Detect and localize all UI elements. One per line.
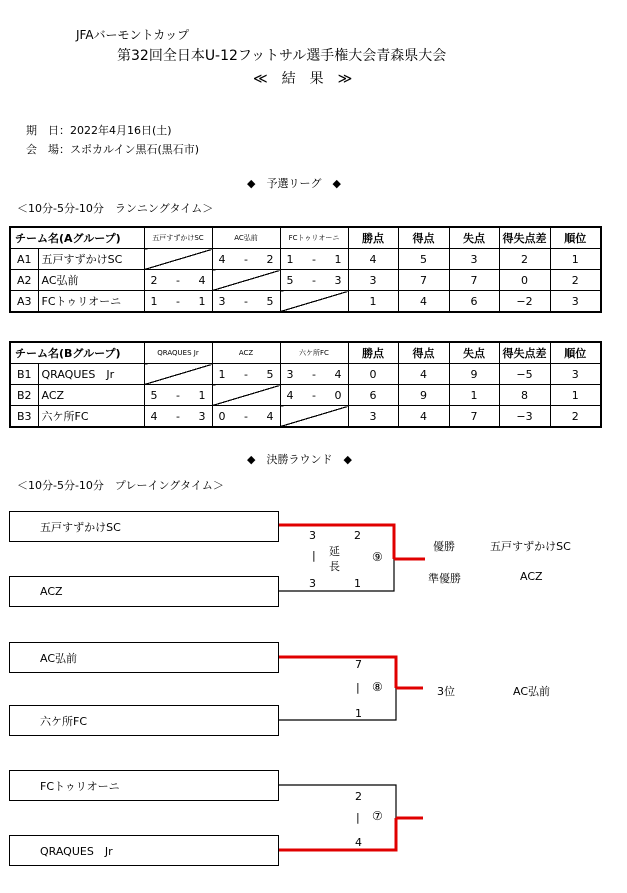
stat-goals-for: 4 <box>398 406 449 428</box>
row-id: B1 <box>10 364 38 385</box>
result-team: ACZ <box>520 570 543 583</box>
match-score: 5 - 1 <box>144 385 212 406</box>
match-score: 1 - 5 <box>212 364 280 385</box>
row-id: A1 <box>10 249 38 270</box>
score-divider: | <box>356 811 360 824</box>
col-goals-for: 得点 <box>398 342 449 364</box>
stat-points: 3 <box>348 406 398 428</box>
match-score-bottom: 3 <box>309 577 316 590</box>
stat-goal-diff: 8 <box>499 385 550 406</box>
stat-goal-diff: 0 <box>499 270 550 291</box>
stat-goals-for: 4 <box>398 364 449 385</box>
team-name: ACZ <box>38 385 144 406</box>
col-points: 勝点 <box>348 227 398 249</box>
stat-rank: 3 <box>550 291 601 313</box>
league-timing: ＜10分-5分-10分 ランニングタイム＞ <box>17 202 214 215</box>
team-name: QRAQUES Jr <box>38 364 144 385</box>
league-heading: ◆ 予選リーグ ◆ <box>247 177 341 190</box>
match-score-top: 3 <box>309 529 316 542</box>
match-score: 4 - 2 <box>212 249 280 270</box>
stat-points: 1 <box>348 291 398 313</box>
bracket-team-box <box>9 770 279 801</box>
match-score: 2 - 4 <box>144 270 212 291</box>
venue-label: 会 場： <box>26 143 70 156</box>
match-score: 1 - 1 <box>144 291 212 313</box>
team-name: AC弘前 <box>38 270 144 291</box>
team-name: 六ケ所FC <box>40 714 88 728</box>
match-score: 3 - 4 <box>280 364 348 385</box>
stat-goals-against: 7 <box>449 270 499 291</box>
extra-time-label: 延 <box>329 545 340 558</box>
group-b-col-team: 六ケ所FC <box>280 342 348 364</box>
match-score-top-pk: 2 <box>354 529 361 542</box>
match-number: ⑨ <box>372 550 383 564</box>
row-id: A2 <box>10 270 38 291</box>
team-name: AC弘前 <box>40 651 78 665</box>
stat-goal-diff: 2 <box>499 249 550 270</box>
stat-goals-for: 9 <box>398 385 449 406</box>
match-score-top: 7 <box>355 658 362 671</box>
match-number: ⑦ <box>372 809 383 823</box>
col-goals-for: 得点 <box>398 227 449 249</box>
stat-points: 6 <box>348 385 398 406</box>
group-a-col-team: 五戸すずかけSC <box>144 227 212 249</box>
bracket-team-box <box>9 576 279 607</box>
stat-goals-for: 4 <box>398 291 449 313</box>
stat-rank: 1 <box>550 249 601 270</box>
result-team: 五戸すずかけSC <box>490 540 571 553</box>
team-name: FCトゥリオーニ <box>40 779 120 793</box>
stat-goal-diff: −5 <box>499 364 550 385</box>
stat-rank: 3 <box>550 364 601 385</box>
match-score-top: 2 <box>355 790 362 803</box>
team-name: ACZ <box>40 585 63 598</box>
stat-goals-against: 7 <box>449 406 499 428</box>
score-divider: | <box>312 549 316 562</box>
group-b-label: チーム名(Bグループ) <box>10 342 144 364</box>
stat-rank: 2 <box>550 406 601 428</box>
col-goals-against: 失点 <box>449 342 499 364</box>
col-rank: 順位 <box>550 342 601 364</box>
stat-rank: 2 <box>550 270 601 291</box>
match-score: 5 - 3 <box>280 270 348 291</box>
bracket-team-box <box>9 511 279 542</box>
bracket-team-box <box>9 642 279 673</box>
stat-goals-against: 9 <box>449 364 499 385</box>
stat-points: 0 <box>348 364 398 385</box>
match-score-bottom: 1 <box>355 707 362 720</box>
page-title: 第32回全日本U-12フットサル選手権大会青森県大会 <box>117 48 447 64</box>
extra-time-label: 長 <box>329 560 340 573</box>
group-a-label: チーム名(Aグループ) <box>10 227 144 249</box>
match-score: 1 - 1 <box>280 249 348 270</box>
stat-goal-diff: −3 <box>499 406 550 428</box>
bracket-team-box <box>9 835 279 866</box>
group-a-col-team: FCトゥリオーニ <box>280 227 348 249</box>
col-rank: 順位 <box>550 227 601 249</box>
team-name: 五戸すずかけSC <box>40 520 121 534</box>
row-id: A3 <box>10 291 38 313</box>
result-label: 優勝 <box>433 540 455 553</box>
stat-rank: 1 <box>550 385 601 406</box>
group-b-col-team: ACZ <box>212 342 280 364</box>
match-number: ⑧ <box>372 680 383 694</box>
stat-goals-against: 1 <box>449 385 499 406</box>
bracket-team-box <box>9 705 279 736</box>
stat-points: 4 <box>348 249 398 270</box>
match-score: 4 - 3 <box>144 406 212 428</box>
stat-goals-for: 5 <box>398 249 449 270</box>
row-id: B2 <box>10 385 38 406</box>
stat-goals-against: 6 <box>449 291 499 313</box>
score-divider: | <box>356 681 360 694</box>
stat-goals-against: 3 <box>449 249 499 270</box>
col-points: 勝点 <box>348 342 398 364</box>
venue-value: スポカルイン黒石(黒石市) <box>70 143 200 156</box>
sponsor-title: JFAバーモントカップ <box>76 28 190 42</box>
result-team: AC弘前 <box>513 685 551 698</box>
team-name: FCトゥリオーニ <box>38 291 144 313</box>
team-name: 五戸すずかけSC <box>38 249 144 270</box>
date-value: 2022年4月16日(土) <box>70 124 172 137</box>
result-label: 準優勝 <box>428 572 461 585</box>
stat-goals-for: 7 <box>398 270 449 291</box>
match-score-bottom-pk: 1 <box>354 577 361 590</box>
result-label: 3位 <box>437 685 455 698</box>
col-goal-diff: 得失点差 <box>499 342 550 364</box>
col-goal-diff: 得失点差 <box>499 227 550 249</box>
final-heading: ◆ 決勝ラウンド ◆ <box>247 453 352 466</box>
date-label: 期 日： <box>26 124 70 137</box>
group-a-col-team: AC弘前 <box>212 227 280 249</box>
final-timing: ＜10分-5分-10分 プレーイングタイム＞ <box>17 479 224 492</box>
page-subtitle: ≪ 結 果 ≫ <box>253 71 353 87</box>
match-score-bottom: 4 <box>355 836 362 849</box>
stat-points: 3 <box>348 270 398 291</box>
group-b-col-team: QRAQUES Jr <box>144 342 212 364</box>
match-score: 3 - 5 <box>212 291 280 313</box>
match-score: 4 - 0 <box>280 385 348 406</box>
stat-goal-diff: −2 <box>499 291 550 313</box>
team-name: QRAQUES Jr <box>40 844 113 858</box>
col-goals-against: 失点 <box>449 227 499 249</box>
match-score: 0 - 4 <box>212 406 280 428</box>
team-name: 六ケ所FC <box>38 406 144 428</box>
row-id: B3 <box>10 406 38 428</box>
